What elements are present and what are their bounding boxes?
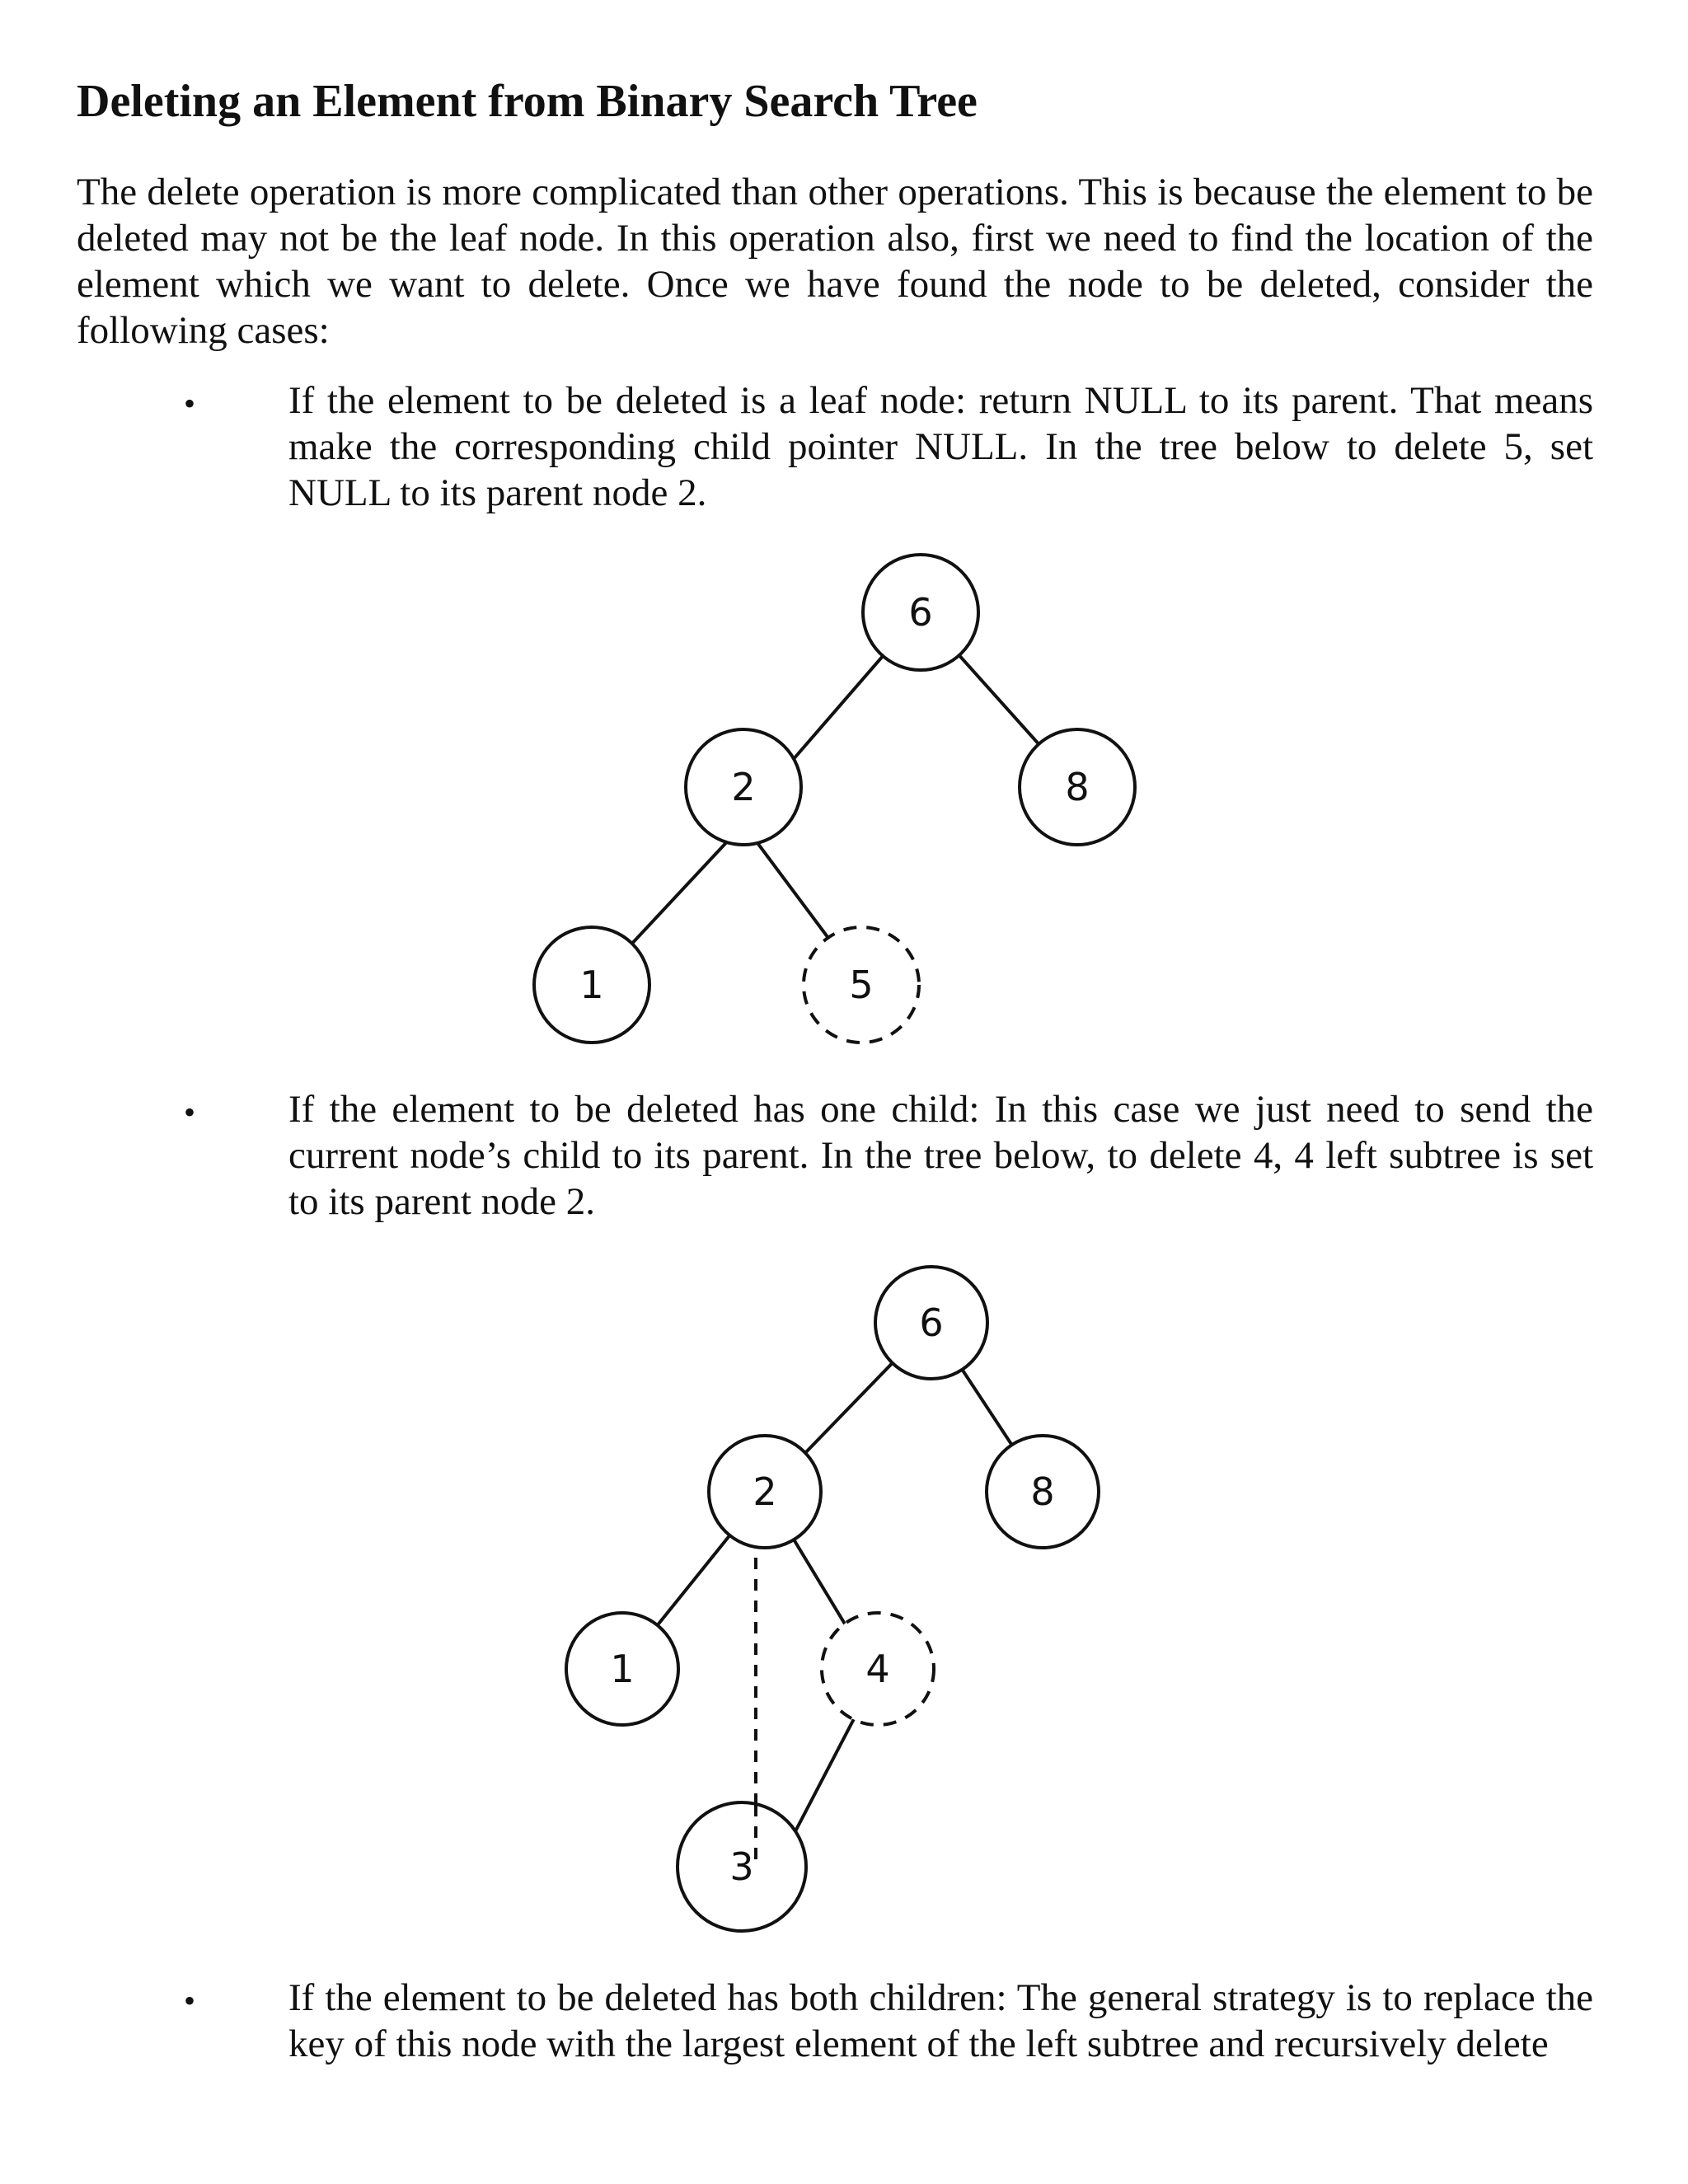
case-one-child-text: If the element to be deleted has one child: In this case we just need to send the current node’s child to its parent. In the tree below, to delete 4, 4 left subtree is set to its parent node 2. xyxy=(288,1088,1593,1223)
tree-node-label: 2 xyxy=(753,1469,777,1514)
page-title: Deleting an Element from Binary Search Tree xyxy=(77,76,978,127)
tree-node-label: 4 xyxy=(865,1647,890,1691)
intro-paragraph: The delete operation is more complicated than other operations. This is because the element to be deleted may not be the leaf node. In this operation also, first we need to find the location of the element which we want to delete. Once we have found the node to be deleted, consider the following cases: xyxy=(77,171,1593,352)
tree-node-label: 6 xyxy=(919,1301,944,1345)
case-two-children-text: If the element to be deleted has both children: The general strategy is to replace the key of this node with the largest element of the left subtree and recursively delete xyxy=(288,1976,1593,2065)
tree-node-label: 5 xyxy=(849,963,874,1007)
case-leaf-node-text: If the element to be deleted is a leaf node: return NULL to its parent. That means make the corresponding child pointer NULL. In the tree below to delete 5, set NULL to its parent node 2. xyxy=(288,379,1593,514)
tree-node-label: 8 xyxy=(1065,765,1090,809)
tree-node-label: 8 xyxy=(1030,1469,1055,1514)
bullet-marker: • xyxy=(184,1982,196,2019)
bullet-marker: • xyxy=(184,385,196,422)
tree-node-label: 1 xyxy=(610,1647,635,1691)
tree-node-label: 2 xyxy=(731,765,756,809)
bullet-marker: • xyxy=(184,1094,196,1131)
tree-node-label: 6 xyxy=(908,590,933,635)
tree-node-label: 3 xyxy=(729,1844,754,1889)
tree-node-label: 1 xyxy=(579,963,604,1007)
